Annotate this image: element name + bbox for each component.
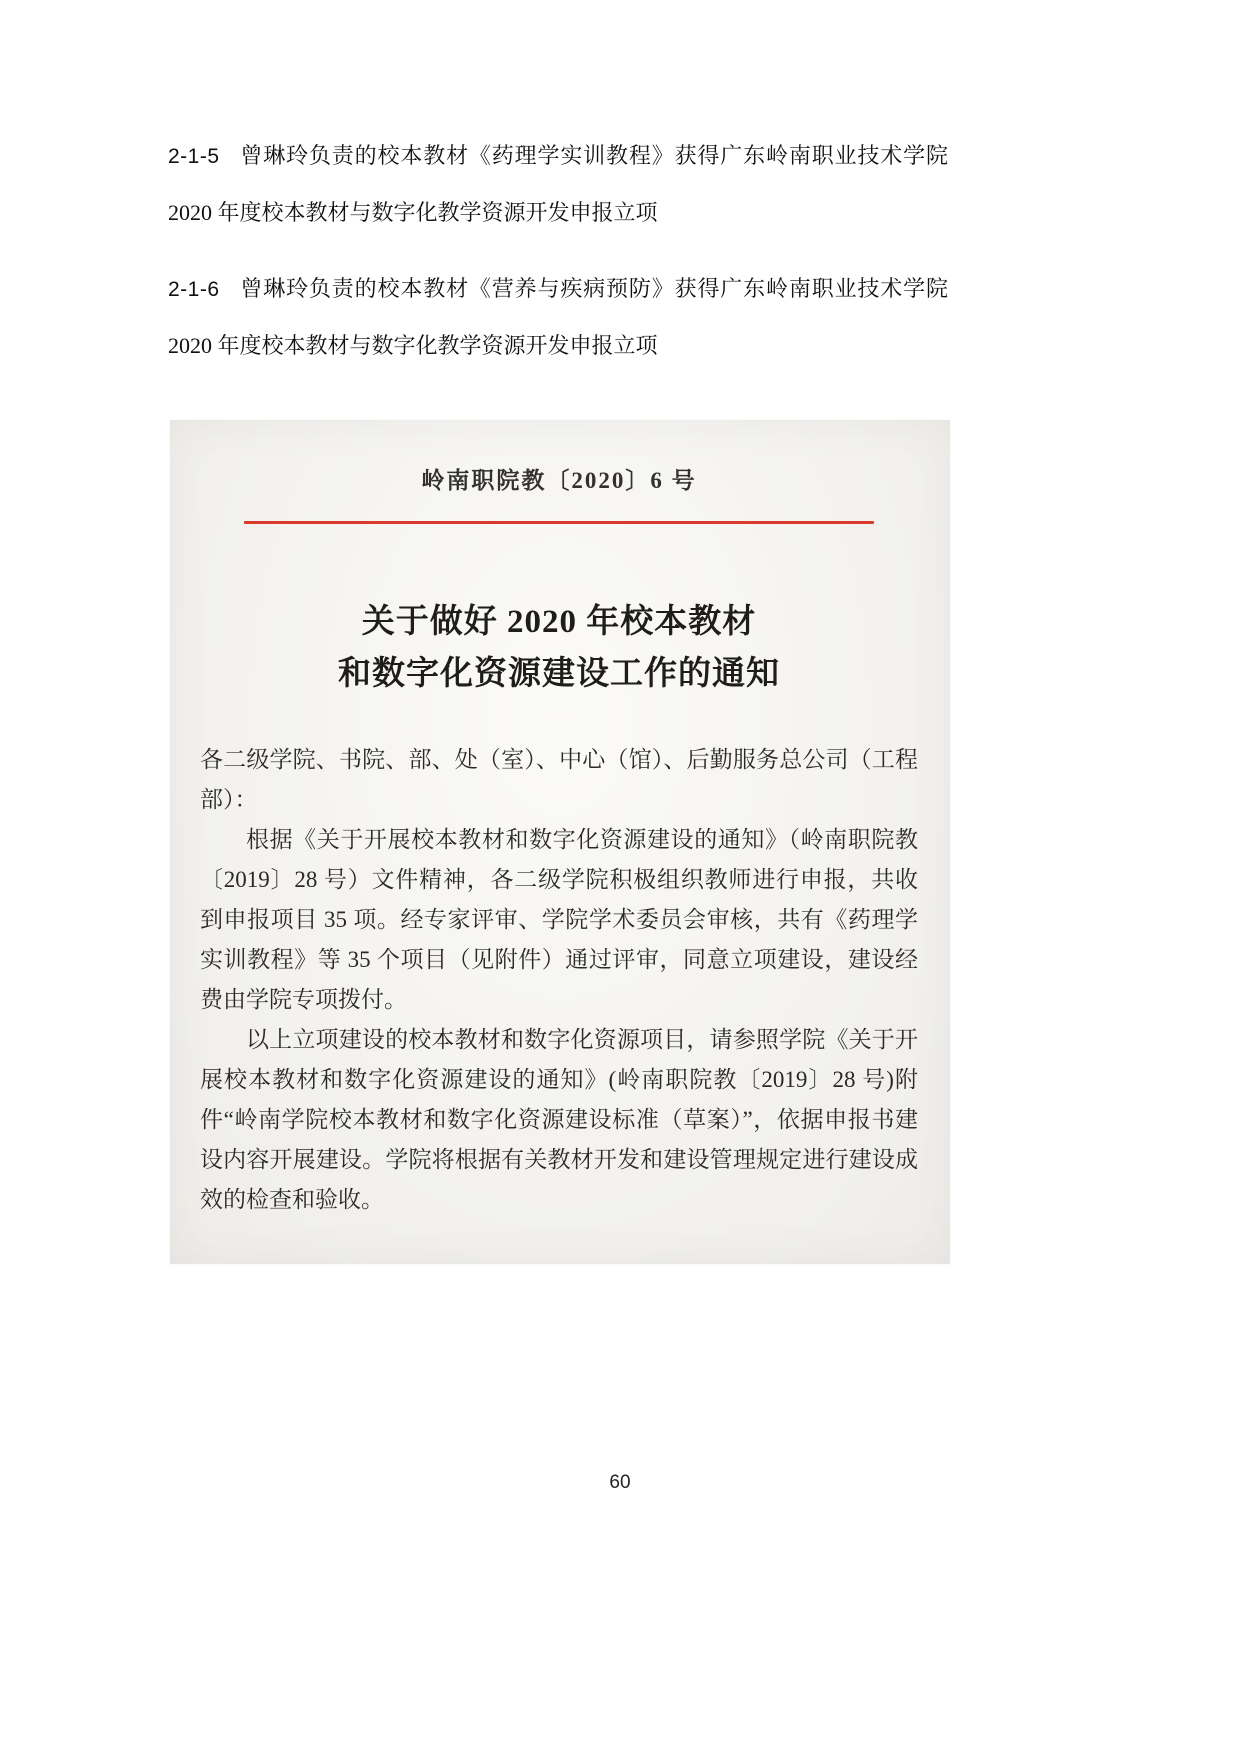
notice-doc-number: 岭南职院教〔2020〕6 号 [421, 468, 697, 493]
notice-title [200, 596, 918, 700]
notice-title-line1: 关于做好 2020 年校本教材 [361, 604, 757, 640]
catalog-entry-2-1-6 [168, 261, 948, 374]
page-number: 60 [609, 1472, 631, 1493]
notice-body [200, 740, 918, 1220]
entry-id: 2-1-5 [168, 145, 220, 168]
entry-id: 2-1-6 [168, 278, 220, 301]
catalog-entry-2-1-5 [168, 128, 948, 241]
notice-paragraph-2: 以上立项建设的校本教材和数字化资源项目，请参照学院《关于开展校本教材和数字化资源建设的通知》(岭南职院教〔2019〕28 号)附件“岭南学院校本教材和数字化资源建设标准（草案）”，依据申报书建设内容开展建设。学院将根据有关教材开发和建设管理规定进行建设成效的检查和验收。 [200, 1027, 918, 1212]
scanned-notice-image [170, 420, 950, 1264]
entries-section [168, 128, 948, 394]
entry-text: 曾琳玲负责的校本教材《营养与疾病预防》获得广东岭南职业技术学院 2020 年度校本教材与数字化教学资源开发申报立项 [168, 276, 948, 358]
notice-title-line2: 和数字化资源建设工作的通知 [338, 656, 780, 692]
notice-paragraph-1: 根据《关于开展校本教材和数字化资源建设的通知》（岭南职院教〔2019〕28 号）文件精神，各二级学院积极组织教师进行申报，共收到申报项目 35 项。经专家评审、学院学术委员会审核，共有《药理学实训教程》等 35 个项目（见附件）通过评审，同意立项建设，建设经费由学院专项拨付。 [200, 827, 918, 1012]
notice-salutation: 各二级学院、书院、部、处（室）、中心（馆）、后勤服务总公司（工程部）： [200, 747, 918, 812]
entry-text: 曾琳玲负责的校本教材《药理学实训教程》获得广东岭南职业技术学院 2020 年度校本教材与数字化教学资源开发申报立项 [168, 143, 948, 225]
red-separator-line [244, 521, 874, 524]
